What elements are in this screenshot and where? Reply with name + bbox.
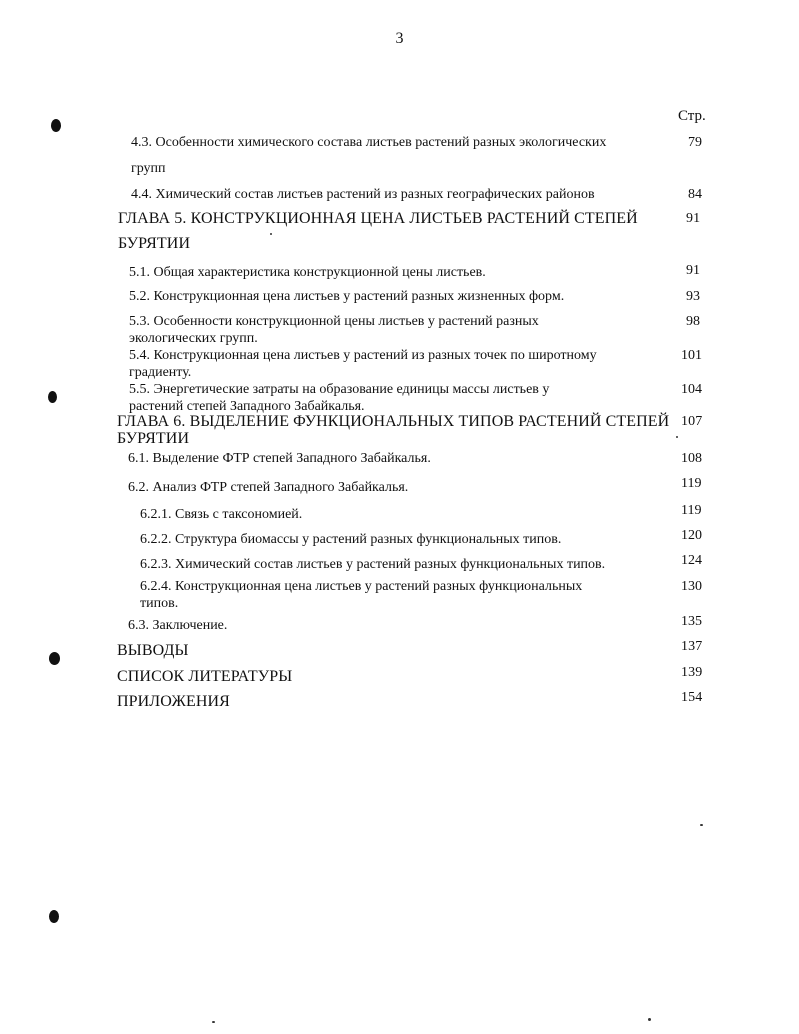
toc-entry-title: 6.2.2. Структура биомассы у растений разных функциональных типов. [140, 532, 562, 547]
toc-entry-title-cont: групп [131, 161, 166, 176]
toc-entry-title: 6.2.4. Конструкционная цена листьев у растений разных функциональных [140, 579, 583, 594]
toc-entry-title: 5.4. Конструкционная цена листьев у растений из разных точек по широтному [129, 348, 597, 363]
toc-entry-page: 84 [688, 187, 702, 202]
toc-entry-page: 98 [686, 314, 700, 329]
toc-entry-title: 4.4. Химический состав листьев растений из разных географических районов [131, 187, 595, 202]
scan-speck [700, 824, 703, 826]
toc-entry-title: ГЛАВА 6. ВЫДЕЛЕНИЕ ФУНКЦИОНАЛЬНЫХ ТИПОВ РАСТЕНИЙ СТЕПЕЙ [117, 413, 670, 430]
toc-entry-page: 130 [681, 579, 702, 594]
toc-entry-page: 139 [681, 665, 703, 680]
page-number: 3 [395, 30, 404, 47]
toc-entry-title: 6.2. Анализ ФТР степей Западного Забайкалья. [128, 480, 409, 495]
toc-entry-title: 5.3. Особенности конструкционной цены листьев у растений разных [129, 314, 539, 329]
toc-entry-page: 101 [681, 348, 702, 363]
binding-hole-mark [49, 910, 59, 923]
toc-entry-page: 135 [681, 614, 702, 629]
scan-speck [648, 1018, 651, 1021]
scan-speck [212, 1021, 215, 1023]
toc-entry-title: ПРИЛОЖЕНИЯ [117, 693, 230, 710]
toc-entry-title: 4.3. Особенности химического состава листьев растений разных экологических [131, 135, 607, 150]
toc-entry-page: 120 [681, 528, 702, 543]
toc-entry-title: 6.2.1. Связь с таксономией. [140, 507, 303, 522]
toc-entry-title: 5.5. Энергетические затраты на образование единицы массы листьев у [129, 382, 550, 397]
toc-entry-page: 108 [681, 451, 702, 466]
toc-entry-title-cont: БУРЯТИИ [118, 235, 191, 252]
toc-entry-title: 6.3. Заключение. [128, 618, 228, 633]
pages-column-header: Стр. [678, 108, 706, 124]
toc-entry-title: 6.2.3. Химический состав листьев у растений разных функциональных типов. [140, 557, 606, 572]
toc-entry-title-cont: типов. [140, 596, 179, 611]
toc-entry-page: 119 [681, 476, 702, 491]
toc-entry-page: 93 [686, 289, 700, 304]
toc-entry-page: 79 [688, 135, 702, 150]
toc-entry-page: 104 [681, 382, 702, 397]
toc-entry-title: 6.1. Выделение ФТР степей Западного Забайкалья. [128, 451, 431, 466]
scan-speck [270, 233, 272, 235]
toc-entry-title: ГЛАВА 5. КОНСТРУКЦИОННАЯ ЦЕНА ЛИСТЬЕВ РАСТЕНИЙ СТЕПЕЙ [118, 210, 638, 227]
toc-entry-title: ВЫВОДЫ [117, 642, 189, 659]
toc-entry-title-cont: экологических групп. [129, 331, 258, 346]
toc-entry-page: 91 [686, 211, 701, 226]
toc-entry-title: СПИСОК ЛИТЕРАТУРЫ [117, 668, 293, 685]
toc-entry-title: 5.1. Общая характеристика конструкционной цены листьев. [129, 265, 486, 280]
toc-entry-page: 119 [681, 503, 702, 518]
toc-entry-title-cont: градиенту. [129, 365, 192, 380]
toc-entry-page: 124 [681, 553, 702, 568]
scan-speck [676, 436, 678, 438]
toc-entry-page: 154 [681, 690, 703, 705]
toc-entry-page: 137 [681, 639, 703, 654]
toc-entry-page: 91 [686, 263, 700, 278]
binding-hole-mark [49, 652, 60, 665]
toc-entry-page: 107 [681, 414, 703, 429]
binding-hole-mark [48, 391, 57, 403]
toc-entry-title-cont: растений степей Западного Забайкалья. [129, 399, 365, 414]
toc-entry-title-cont: БУРЯТИИ [117, 430, 190, 447]
toc-entry-title: 5.2. Конструкционная цена листьев у растений разных жизненных форм. [129, 289, 565, 304]
binding-hole-mark [51, 119, 61, 132]
